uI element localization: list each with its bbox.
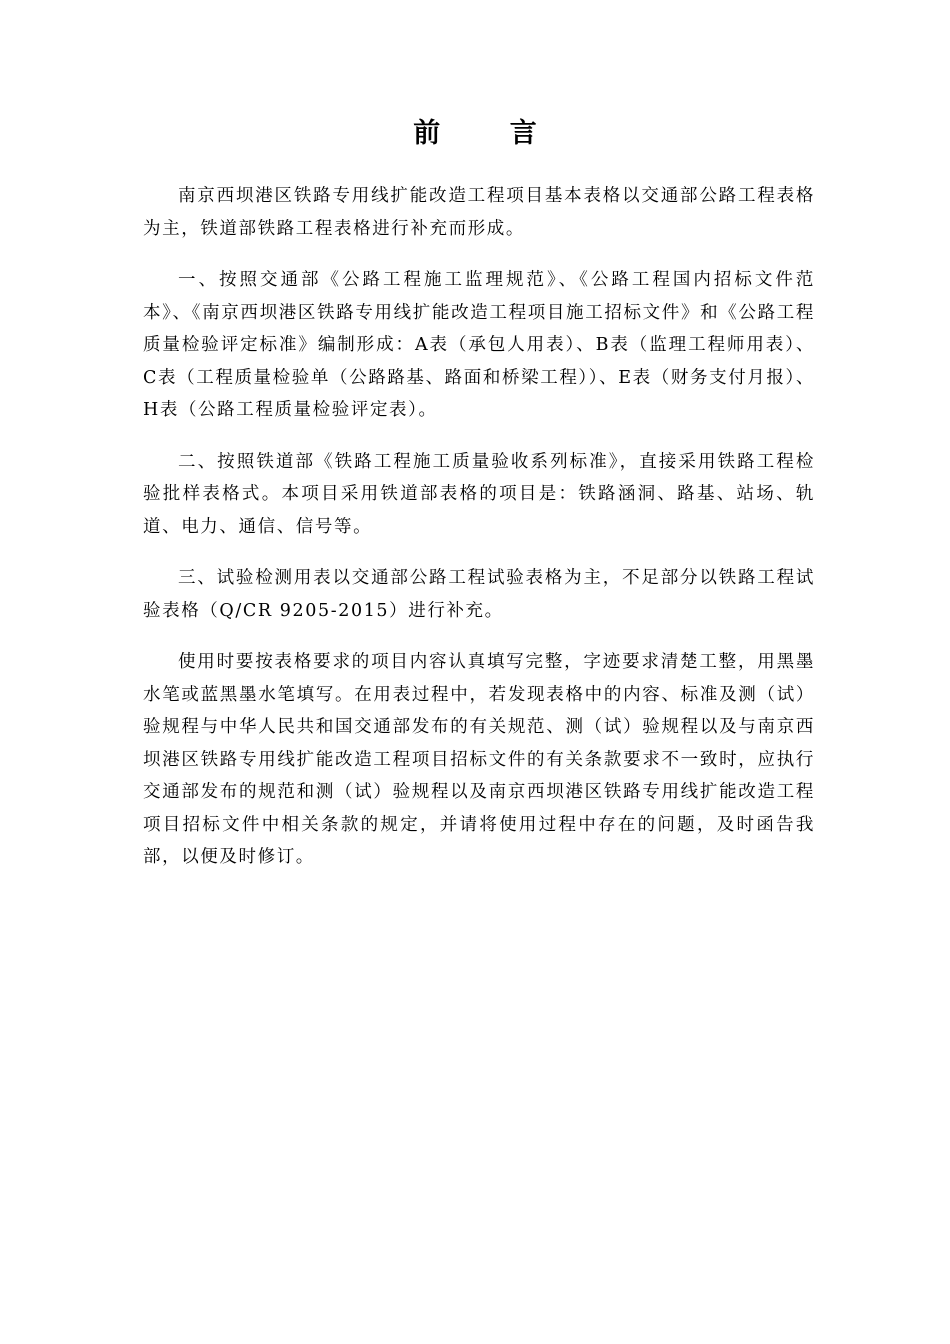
paragraph-item-two: 二、按照铁道部《铁路工程施工质量验收系列标准》，直接采用铁路工程检验批样表格式。本项目采用铁道部表格的项目是：铁路涵洞、路基、站场、轨道、电力、通信、信号等。 — [143, 451, 815, 537]
preface-body — [143, 180, 815, 893]
paragraph-usage-notes: 使用时要按表格要求的项目内容认真填写完整，字迹要求清楚工整，用黑墨水笔或蓝黑墨水笔填写。在用表过程中，若发现表格中的内容、标准及测（试）验规程与中华人民共和国交通部发布的有关规范、测（试）验规程以及与南京西坝港区铁路专用线扩能改造工程项目招标文件的有关条款要求不一致时，应执行交通部发布的规范和测（试）验规程以及南京西坝港区铁路专用线扩能改造工程项目招标文件中相关条款的规定，并请将使用过程中存在的问题，及时函告我部，以便及时修订。 — [143, 652, 815, 867]
paragraph-intro: 南京西坝港区铁路专用线扩能改造工程项目基本表格以交通部公路工程表格为主，铁道部铁路工程表格进行补充而形成。 — [143, 186, 815, 239]
page-title: 前 言 — [413, 118, 567, 149]
paragraph-item-three: 三、试验检测用表以交通部公路工程试验表格为主，不足部分以铁路工程试验表格（Q/CR 9205-2015）进行补充。 — [143, 568, 815, 621]
paragraph-item-one: 一、按照交通部《公路工程施工监理规范》、《公路工程国内招标文件范本》、《南京西坝港区铁路专用线扩能改造工程项目施工招标文件》和《公路工程质量检验评定标准》编制形成：A表（承包人用表）、B表（监理工程师用表）、C表（工程质量检验单（公路路基、路面和桥梁工程））、E表（财务支付月报）、H表（公路工程质量检验评定表）。 — [143, 270, 815, 420]
